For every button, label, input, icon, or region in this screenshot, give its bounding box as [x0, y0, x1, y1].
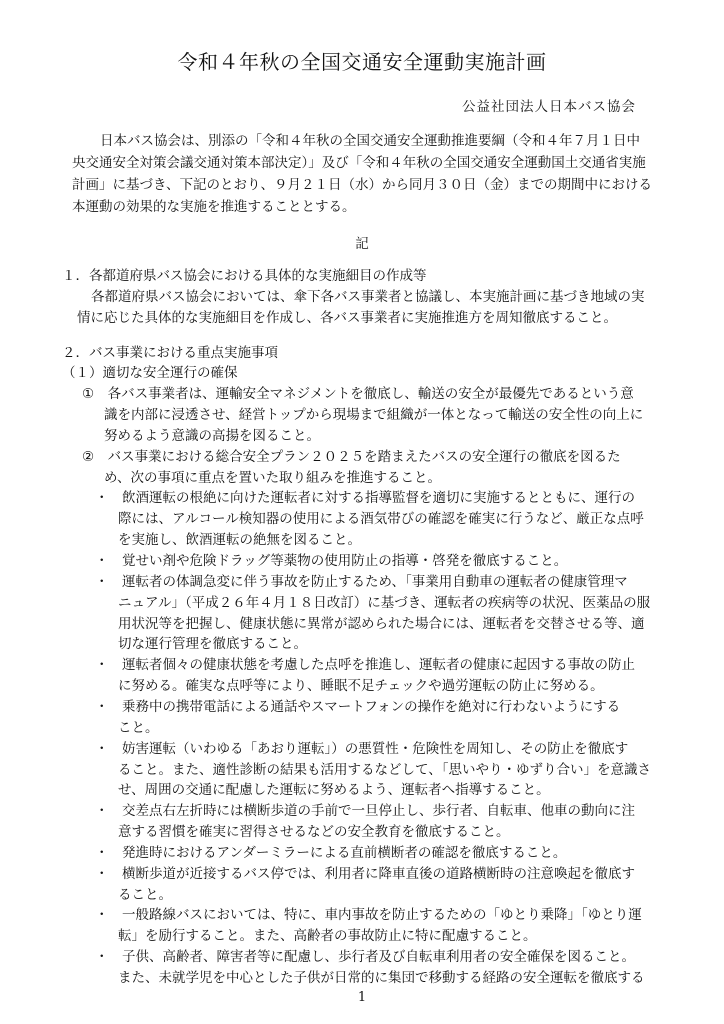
bullet-item: ・ 妨害運転（いわゆる「あおり運転」）の悪質性・危険性を周知し、その防止を徹底す — [95, 741, 629, 757]
paragraph-line: 努めるよう意識の高揚を図ること。 — [104, 428, 320, 444]
organization-name: 公益社団法人日本バス協会 — [462, 99, 636, 115]
section-heading: ２．バス事業における重点実施事項 — [62, 345, 278, 361]
paragraph-line: 転」を励行すること。また、高齢者の事故防止に特に配慮すること。 — [118, 928, 537, 944]
paragraph-line: ること。また、適性診断の結果も活用するなどして、「思いやり・ゆずり合い」を意識さ — [118, 762, 651, 778]
bullet-item: ・ 発進時におけるアンダーミラーによる直前横断者の確認を徹底すること。 — [95, 845, 567, 861]
paragraph-line: 識を内部に浸透させ、経営トップから現場まで組織が一体となって輸送の安全性の向上に — [104, 407, 644, 423]
bullet-item: ・ 子供、高齢者、障害者等に配慮し、歩行者及び自転車利用者の安全確保を図ること。 — [95, 949, 635, 965]
paragraph-line: 意する習慣を確実に習得させるなどの安全教育を徹底すること。 — [118, 824, 510, 840]
intro-paragraph — [72, 130, 652, 218]
bullet-item: ・ 交差点右左折時には横断歩道の手前で一旦停止し、歩行者、自転車、他車の動向に注 — [95, 803, 635, 819]
paragraph-line: 切な運行管理を徹底すること。 — [118, 636, 307, 652]
paragraph-line: 情に応じた具体的な実施細目を作成し、各バス事業者に実施推進方を周知徹底すること。 — [77, 310, 617, 326]
paragraph-line: 用状況等を把握し、健康状態に異常が認められた場合には、運転者を交替させる等、適 — [118, 616, 645, 632]
page-title: 令和４年秋の全国交通安全運動実施計画 — [177, 50, 547, 74]
bullet-item: ・ 飲酒運転の根絶に向けた運転者に対する指導監督を適切に実施するとともに、運行の — [95, 490, 635, 506]
list-item: ② バス事業における総合安全プラン２０２５を踏まえたバスの安全運行の徹底を図るた — [82, 449, 621, 465]
page-number: 1 — [357, 990, 367, 1005]
subsection-heading: （１）適切な安全運行の確保 — [62, 365, 238, 381]
paragraph-line: め、次の事項に重点を置いた取り組みを推進すること。 — [104, 470, 441, 486]
bullet-item: ・ 横断歩道が近接するバス停では、利用者に降車直後の道路横断時の注意喚起を徹底す — [95, 866, 635, 882]
bullet-item: ・ 一般路線バスにおいては、特に、車内事故を防止するための「ゆとり乗降」「ゆとり運 — [95, 907, 642, 923]
list-item: ① 各バス事業者は、運輸安全マネジメントを徹底し、輸送の安全が最優先であるという意 — [82, 386, 634, 402]
paragraph-line: せ、周囲の交通に配慮した運転に努めるよう、運転者へ指導すること。 — [118, 782, 550, 798]
paragraph-line: ニュアル」（平成２６年４月１８日改訂）に基づき、運転者の疾病等の状況、医薬品の服 — [118, 595, 651, 611]
ki-heading: 記 — [355, 236, 369, 252]
paragraph-line: 各都道府県バス協会においては、傘下各バス事業者と協議し、本実施計画に基づき地域の実 — [91, 289, 645, 305]
paragraph-line: ること。 — [118, 887, 172, 903]
bullet-item: ・ 運転者の体調急変に伴う事故を防止するため、「事業用自動車の運転者の健康管理マ — [95, 574, 628, 590]
bullet-item: ・ 覚せい剤や危険ドラッグ等薬物の使用防止の指導・啓発を徹底すること。 — [95, 553, 568, 569]
intro-text: 日本バス協会は、別添の「令和４年秋の全国交通安全運動推進要綱（令和４年７月１日中央交通安全対策会議交通対策本部決定）」及び「令和４年秋の全国交通安全運動国土交通省実施計画」に基づき、下記のとおり、９月２１日（水）から同月３０日（金）までの期間中における本運動の効果的な実施を推進することとする。 — [72, 133, 652, 215]
bullet-item: ・ 運転者個々の健康状態を考慮した点呼を推進し、運転者の健康に起因する事故の防止 — [95, 657, 635, 673]
paragraph-line: に努める。確実な点呼等により、睡眠不足チェックや過労運転の防止に努める。 — [118, 678, 604, 694]
paragraph-line: また、未就学児を中心とした子供が日常的に集団で移動する経路の安全運転を徹底する — [118, 970, 645, 986]
section-heading: １．各都道府県バス協会における具体的な実施細目の作成等 — [62, 268, 427, 284]
paragraph-line: こと。 — [118, 720, 159, 736]
bullet-item: ・ 乗務中の携帯電話による通話やスマートフォンの操作を絶対に行わないようにする — [95, 699, 621, 715]
paragraph-line: を実施し、飲酒運転の絶無を図ること。 — [118, 532, 361, 548]
paragraph-line: 際には、アルコール検知器の使用による酒気帯びの確認を確実に行うなど、厳正な点呼 — [118, 511, 644, 527]
